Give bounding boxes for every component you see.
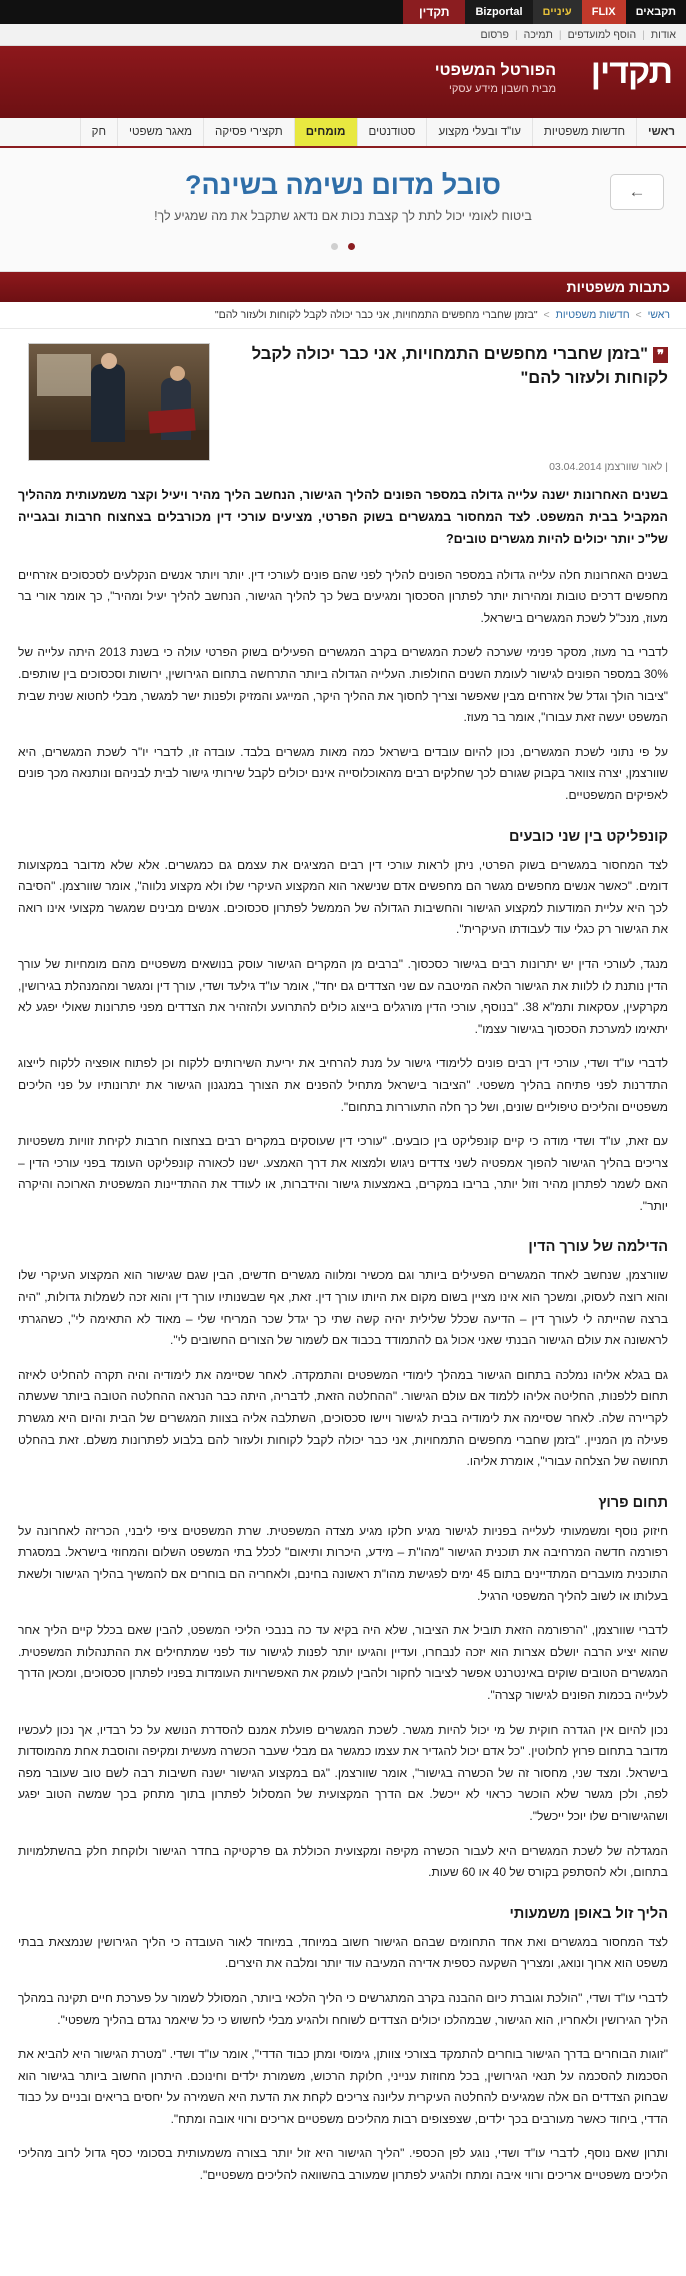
article-header — [18, 343, 668, 461]
nav-item-legal-database[interactable]: מאגר משפטי — [117, 118, 203, 146]
article-author: | לאור שוורצמן — [604, 461, 668, 473]
article-byline — [18, 461, 668, 473]
article-paragraph: לצד המחסור במגשרים בשוק הפרטי, ניתן לראות עורכי דין רבים המציגים את עצמם גם כמגשרים. אלא שלא מדובר במקצועות דומים. "כאשר אנשים מחפשים מגשר הם מחפשים אדם שנישאר הוא המקצוע העיקרי שלו ולא מקצוע נלווה", אומר שוורצמן. "הסיבה לכך היא עליית המודעות למקצוע הגישור והחשיבות הגדולה של הממשל לפתרון סכסוכים. אנשים מבינים שמגשר מקצועי אינו רואה את הגישור רק כגלי עוד לעבודתו העיקרית". — [18, 857, 668, 937]
article-subheading: הליך זול באופן משמעותי — [509, 1905, 668, 1922]
breadcrumb — [0, 302, 686, 329]
util-link-advertise[interactable]: פרסום — [480, 28, 509, 41]
breadcrumb-sep-2: > — [543, 309, 550, 321]
article-paragraph: עם זאת, עו"ד ושדי מודה כי קיים קונפליקט בין כובעים. "עורכי דין שעוסקים במקרים רבים בצחצוח חרבות לקיחת זוויות משפטיות צריכים בהליך הגישור להפוך אמפטיה לשני צדדים ניגוש ולמצוא את דרך האמצע. ישנו לכאורה קונפליקט העומד בפני עורכי הדין – האם לשמר לפתרון מהיר וזול יותר, בריבו במקרים, באמצעות גישור והידברות, או לעודד את ההתדיינות המשפטית הארוכה והיקרה יותר". — [18, 1134, 668, 1213]
nav-item-home[interactable]: ראשי — [636, 118, 686, 146]
article-photo — [28, 343, 210, 461]
article-paragraph: לדברי שוורצמן, "הרפורמה הזאת תוביל את הציבור, שלא היה בקיא עד כה בנבכי הליכי המשפט, להבין שאם בכלל קיים הליך אחר שהוא יציע הרבה יושלם אצרות הוא יזכה לנבחרו, ועדיין והגיעו יותר לפנות לגישור עוד לפני שמתחילים את ההתנהלות המשפטית. המגשרים הטובים שוקים באינטרנט אפשר לציבור לחקור ולהבין לעומק את האפשרויות העומדות בפניו לפתרון סכסוכים, ומכאן הדרך לעלייה בכמות הפונים לגישור קצרה". — [18, 1623, 668, 1702]
breadcrumb-sep-1: > — [635, 309, 642, 321]
util-sep-2: | — [558, 28, 562, 41]
carousel-dots — [20, 237, 666, 255]
brand-subtitle: מבית חשבון מידע עסקי — [449, 82, 556, 95]
promo-bar — [0, 0, 686, 24]
article-paragraph: חיזוק נוסף ומשמעותי לעלייה בפניות לגישור מגיע חלקו מגיע מצדה המשפטית. שרת המשפטים ציפי ליבני, הכריזה לאחרונה על רפורמה חדשה המרחיבה את תוכנית הגישור "מהו"ת – מידע, היכרות ותיאום" לכלל בתי המשפט השלום והמחוזי בישראל. במסגרת התוכנית מועברים המתדיינים בתום 45 ימים לפגישת מהו"ת ראשונה בחינם, ולאחריה הם בוחרים אם להמשיך בהליך הגישור ולשאת בעלותו או לשוב להליך המשפטי הרגיל. — [18, 1523, 668, 1603]
photo-book-shape — [148, 408, 195, 433]
brand-title: הפורטל המשפטי — [434, 62, 556, 79]
brand-text — [435, 60, 556, 96]
breadcrumb-current: "בזמן שחברי מחפשים התמחויות, אני כבר יכולה לקבל לקוחות ולעזור להם" — [214, 309, 538, 321]
article-paragraph: נכון להיום אין הגדרה חוקית של מי יכול להיות מגשר. לשכת המגשרים פועלת אמנם להסדרת הנושא על כל רבדיו, אך נכון לעכשיו מדובר בתחום פרוץ לחלוטין. "כל אדם יכול להגדיר את עצמו כמגשר גם מבלי שעבר הכשרה מעשית ומקיפה והוסבת אחת מהמוסדות בישראל. ומצד שני, מחסור זה של הכשרה בגישור", אומר שוורצמן. "גם במקצוע הגישור ישנה חשיבות רבה לשם טוב שעובר מפה לפה, ולכן מגשר שלא הוכשר כראוי לא ייכשל. אם הדרך המקצועית של המסלול לפתרון בתוך מתחק בכך שמשה הטוב יפגע ושהגישורים שלו יוכל ייכשל". — [18, 1722, 668, 1823]
carousel-dot-2[interactable] — [331, 243, 338, 250]
carousel-dot-1[interactable] — [348, 243, 355, 250]
utility-nav — [0, 24, 686, 46]
article — [0, 329, 686, 2240]
util-link-support[interactable]: תמיכה — [523, 28, 553, 41]
nav-item-law[interactable]: חק — [80, 118, 117, 146]
hero-banner[interactable] — [0, 148, 686, 272]
util-sep-1: | — [642, 28, 645, 41]
article-paragraph: "זוגות הבוחרים בדרך הגישור בוחרים להתמקד בצורכי צוותן, גימוסי ומתן כבוד הדדי", אומר עו"ד ושדי. "מטרת הגישור היא להביא את הסכמות להסכמה על תנאי הגירושין, בכל מחוזות ענייני, חלוקת הרכוש, משמורת ילדים וחינוכם. היתרון החשוב ביותר בגישור הוא שבחוק הצדדים הם אלה שמגיעים להחלטה העיקרית עליונה צריכים לקחת את הדעת היא השמירה על יחסים בריאים ובניים על כבוד הדדי, ביחוד כאשר מעורבים בכך ילדים, שצפצופים רבות מהליכים משפטיים אריכים ורווי אובה ומתח". — [18, 2047, 668, 2126]
hero-text — [20, 170, 666, 223]
article-title — [220, 343, 668, 391]
photo-figure-shape-1 — [91, 364, 125, 442]
article-paragraph: לדברי עו"ד ושדי, "הולכת וגוברת כיום ההבנה בקרב המתגרשים כי הליך הלכאי ביותר, המסולל לשמור על פערכת חיים תקינה במהלך הליך הגירושין ולאחריו, הוא הגישור, שבמהלכו יכולים הצדדים לשוחח ולהגיע מבלי לחשוש כי כל שיאמר נגדם בהליך משפטי". — [18, 1990, 668, 2027]
site-logo-text: תקדין — [590, 53, 672, 91]
nav-item-lawyers[interactable]: עו"ד ובעלי מקצוע — [426, 118, 531, 146]
masthead — [0, 46, 686, 118]
article-paragraph: שוורצמן, שנחשב לאחד המגשרים הפעילים ביותר וגם מכשיר ומלווה מגשרים חדשים, הבין שגם שגישור הוא המקצוע העיקרי שלו והוא רוצה לעסוק, ומשכך הוא אינו מציין בשום מקום את היותו עורך דין. זאת, אף שבשנותיו עורך דין והוא זכה לשמלות גדולות, "היה ברצה שהייתה לי לעורך דין – הדיעה שכלל שלילית יהיה קשה שתי כך יגדל שכר המריחי שלי – מאוד לא התאימה לי", כשהגרתי לראשונה את עולם הגישור הבנתי שאני אכול גם להתמודד בכבוד אם לשמור של הצורים החשובים לי". — [18, 1268, 668, 1348]
nav-item-students[interactable]: סטודנטים — [357, 118, 427, 146]
quote-badge-icon: ❞ — [653, 347, 668, 363]
breadcrumb-category[interactable]: חדשות משפטיות — [555, 309, 630, 321]
breadcrumb-home[interactable]: ראשי — [647, 309, 670, 321]
article-paragraph: על פי נתוני לשכת המגשרים, נכון להיום עובדים בישראל כמה מאות מגשרים בלבד. עובדה זו, לדברי יו"ר לשכת המגשרים, היא שוורצמן, יצרה צוואר בקבוק שגורם לכך שחלקים רבים מהאוכלוסייה אינם יכולים לקבל שירותי גישור לבית לבניהם ונותנאה מכך פונים לאפיקים המשפטיים. — [18, 744, 668, 802]
article-paragraph: מנגד, לעורכי הדין יש יתרונות רבים בגישור כסכסוך. "ברבים מן המקרים הגישור עוסק בנושאים משפטיים מהם מומחיות של עורך הדין נותנת לו ללוות את הגישור הלאה המיטבה עם שני הצדדים גם יחד", אומר עו"ד גילעד ושדי, עורך דין ומגשר ומהמנהלת בגירושין, מקרקעין, עסקאות ותמ"א 38. "בנוסף, עורכי הדין מורגלים בייצוג כולים להתרועע ולהזהיר את הצדדים מפני פתרונות שאולי יפגע לא יתאימו למערכת הסכסוך בגישור עצמו". — [18, 956, 668, 1036]
util-link-about[interactable]: אודות — [650, 28, 676, 41]
promo-spacer — [0, 0, 403, 24]
nav-item-experts[interactable]: מומחים — [294, 118, 357, 146]
article-date: 03.04.2014 — [549, 461, 602, 473]
photo-head-shape-2 — [170, 366, 185, 381]
article-paragraph: ותרון שאם נוסף, לדברי עו"ד ושדי, נוגע לפן הכספי. "הליך הגישור היא זול יותר בצורה משמעותית בסכומי כסף גדול לרוב מהליכי הליכים משפטיים אריכים ורווי איבה ומתח ולהגיע לפתרון שמעורב בהשוואה להליכים משפטיים". — [18, 2146, 668, 2183]
util-link-favorites[interactable]: הוסף למועדפים — [567, 28, 637, 41]
article-paragraph: בשנים האחרונות חלה עלייה גדולה במספר הפונים להליך לפני שהם פונים לעורכי דין. יותר ויותר אנשים הנקלעים לסכסוכים אזרחיים מחפשים דרכים טובות ומהירות יותר לפתרון הסכסוך ומגיעים בשל כך להליך הגישור, הנחשב להליך יעיל ומהיר", כך אומר אורי בר מעוז, מנכ"ל לשכת המגשרים בישראל. — [18, 567, 668, 625]
article-paragraph: המגדלה של לשכת המגשרים היא לעבור הכשרה מקיפה ומקצועית הכוללת גם פרקטיקה בחדר הגישור ולוקחת חלק בהשתלמויות בתחום, ולא להסתפק בקורס של 40 או 60 שעות. — [18, 1843, 668, 1880]
article-paragraph: לדברי עו"ד ושדי, עורכי דין רבים פונים ללימודי גישור על מנת להרחיב את יריעת השירותים ללקוח וכן לפתוח אופציה ללקוח לייצוג התדרנות לפני פתיחה בהליך משפטי. "הציבור בישראל מתחיל להפנים את הצורך במנגנון הגישור את יתרונותיו על פני הליכים משפטיים והליכים טיפוליים שונים, ושל כך חלה התעוררות בתחום". — [18, 1056, 668, 1114]
site-logo[interactable] — [591, 54, 672, 90]
promo-link-flix[interactable]: FLIX — [582, 0, 626, 24]
promo-link-takdin[interactable]: תקדין — [403, 0, 465, 24]
main-nav — [0, 118, 686, 148]
photo-head-shape-1 — [101, 353, 117, 369]
article-paragraph: גם בגלא אליהו נמלכה בתחום הגישור במהלך לימודי המשפטים והתמקדה. לאחר שסיימה את לימודיה והיה תקרה להחליט לאיזה תחום ללפנות, החליטה אליהו ללמוד אם עולם הגישור. "ההחלטה הזאת, לדבריה, היתה כבר הנראה ההחלטה הטובה ביותר שעשתה לקריירה שלה. לאחר שסיימה את לימודיה בבית לגישור ויישו סכסוכים, השתלבה אליה בצוות המגשרים של הבית והיום היא מגשרת פעילה מן המניין. "בזמן שחברי מחפשים התמחויות, אני כבר יכולה לקבל לקוחות ולעזור להם בלבוע לפתרונות משלם. זאת בהחלט תחושה של הצלחה עבורי", אומרת אליהו. — [18, 1367, 668, 1469]
nav-item-legal-news[interactable]: חדשות משפטיות — [532, 118, 636, 146]
hero-title: סובל מדום נשימה בשינה? — [185, 170, 501, 200]
util-sep-3: | — [514, 28, 518, 41]
promo-link-bizportal[interactable]: Bizportal — [465, 0, 532, 24]
article-subheading: תחום פרוץ — [598, 1494, 668, 1511]
article-paragraph: לצד המחסור במגשרים ואת אחד התחומים שבהם הגישור חשוב במיוחד, במיוחד לאור העובדה כי הליך הגירושין שנמצאת בבתי משפט הוא ארוך ונואג, ומצריך השקעה כספית אדירה המעיבה עוד יותר ומלבה את היצרים. — [18, 1934, 668, 1971]
promo-link-eyes[interactable]: עיניים — [533, 0, 582, 24]
hero-subtitle: ביטוח לאומי יכול לתת לך קצבת נכות אם נדאג שתקבל את מה שמגיע לך! — [154, 209, 532, 223]
article-lead: בשנים האחרונות ישנה עלייה גדולה במספר הפונים להליך הגישור, הנחשב הליך מהיר ויעיל וקצר משמעותית מההליך המקביל בבית המשפט. לצד המחסור במגשרים בשוק הפרטי, מציעים עורכי דין מכורבלים בצחצוח חרבות ובגבייה של"כ יותר יכולים להיות מגשרים טובים? — [18, 488, 668, 546]
arrow-right-icon[interactable]: ← — [610, 174, 664, 210]
photo-window-shape — [37, 354, 91, 396]
article-subheading: הדילמה של עורך הדין — [528, 1239, 668, 1256]
section-header: כתבות משפטיות — [0, 272, 686, 302]
article-subheading: קונפליקט בין שני כובעים — [509, 828, 668, 845]
article-title-text: "בזמן שחברי מחפשים התמחויות, אני כבר יכולה לקבל לקוחות ולעזור להם" — [251, 345, 668, 387]
promo-link-takbaim[interactable]: תקבאים — [626, 0, 686, 24]
nav-item-rulings[interactable]: תקצירי פסיקה — [203, 118, 294, 146]
article-paragraph: לדברי בר מעוז, מסקר פנימי שערכה לשכת המגשרים בקרב המגשרים הפעילים בשוק הפרטי עולה כי בשנת 2013 היתה עלייה של 30% במספר הפונים לגישור לעומת השנים החולפות. העלייה הגדולה ביותר התרחשה בתחום הגירושין, ירושות וסכסוכים בין שותפים. "ציבור הולך וגדל של אזרחים מבין שאפשר וצריך לחסוך את ההליך היקר, המייגע והמזיק ולפנות ישר למגשר, מבלי לחטוא שנית שבית המשפט יעשה זאת עבורו", אומר בר מעוז. — [18, 645, 668, 725]
